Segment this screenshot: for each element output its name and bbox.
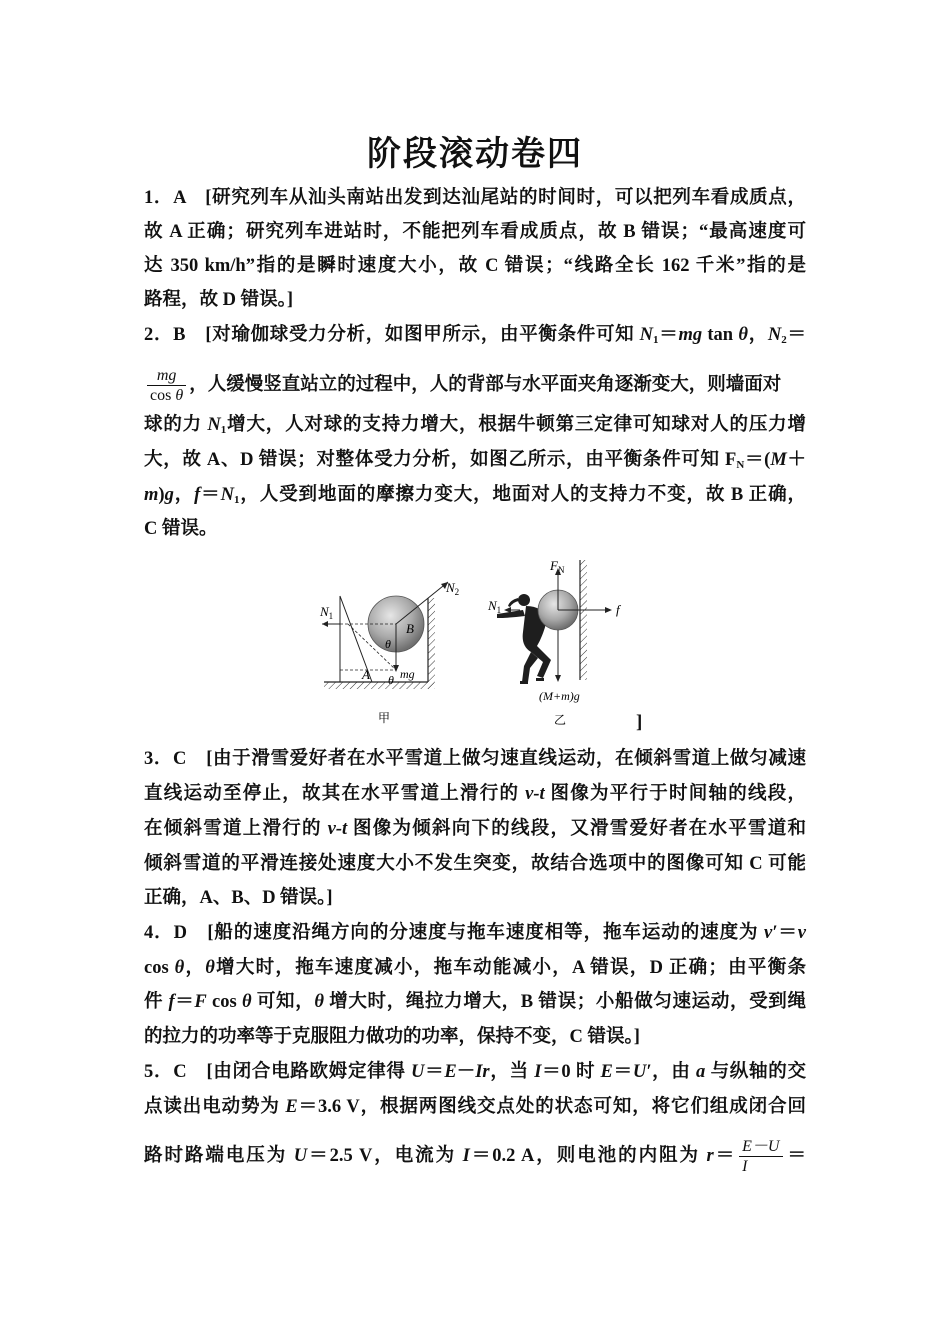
f-arrowhead (605, 607, 612, 613)
wall-hatch (428, 598, 435, 689)
q2-line-5: m)g，$f=N_1$，人受到地面的摩擦力变大，地面对人的支持力不变，故 B 正确， (144, 485, 806, 506)
page-title: 阶段滚动卷四 (367, 134, 583, 174)
q1-line-1: 1．A [研究列车从汕头南站出发到达汕尾站的时间时，可以把列车看成质点， (144, 188, 806, 208)
n1-arrowhead-2 (504, 607, 511, 613)
diagram-yi (487, 558, 622, 727)
label-yi: 乙 (554, 713, 567, 727)
q2-line-2: $\frac{mg}{\text{cos θ}}$ ，人缓慢竖直站立的过程中，人的背部与水平面夹角逐渐变大，则墙面对 (144, 366, 806, 405)
fraction-e-minus-u-over-i: $\frac{E-U}{I}$ (739, 1137, 782, 1176)
q4-line-4: 的拉力的功率等于克服阻力做功的功率，保持不变，C 错误。] (144, 1027, 640, 1047)
q5-line-2: 点读出电动势为 E＝3.6 V，根据两图线交点处的状态可知，将它们组成闭合回 (144, 1097, 806, 1117)
label-n2: $N_2$ (446, 580, 460, 597)
label-theta-1: θ (385, 637, 391, 651)
q4-line-1: 4．D [船的速度沿绳方向的分速度与拖车速度相等，拖车运动的速度为 v′＝v (144, 923, 806, 943)
wall-hatch-2 (580, 560, 587, 680)
q3-line-3: 在倾斜雪道上滑行的 v-t 图像为倾斜向下的线段，又滑雪爱好者在水平雪道和 (144, 819, 806, 839)
q4-line-2: cos θ，θ增大时，拖车速度减小，拖车动能减小，A 错误，D 正确；由平衡条 (144, 958, 806, 978)
q2-line-3: 球的力 $N_1$增大，人对球的支持力增大，根据牛顿第三定律可知球对人的压力增 (144, 415, 806, 436)
closing-bracket: ] (636, 712, 643, 733)
q5-line-3: 路时路端电压为 U＝2.5 V，电流为 I＝0.2 A，则电池的内阻为 r＝ $\frac{E-U}{I}$ ＝ (144, 1138, 806, 1175)
q3-line-5: 正确，A、B、D 错误。] (144, 888, 333, 908)
q1-line-2: 故 A 正确；研究列车进站时，不能把列车看成质点，故 B 错误；“最高速度可 (144, 222, 806, 242)
q1-line-4: 路程，故 D 错误。] (144, 290, 294, 310)
diagram-jia (319, 580, 459, 725)
fraction-mg-over-cos: $\frac{mg}{\text{cos θ}}$ (147, 366, 186, 405)
q3-line-4: 倾斜雪道的平滑连接处速度大小不发生突变，故结合选项中的图像可知 C 可能 (144, 854, 806, 874)
q1-line-3: 达 350 km/h”指的是瞬时速度大小，故 C 错误；“线路全长 162 千米”指的是 (144, 256, 806, 276)
n1-arrowhead (322, 621, 328, 627)
ground-hatch (324, 682, 434, 689)
weight-arrowhead (555, 675, 561, 682)
label-mm-g: (M+m)g (539, 689, 580, 703)
q2-line-1: 2．B [对瑜伽球受力分析，如图甲所示，由平衡条件可知 $N_1=mg$ tan θ，$N_2=$ (144, 325, 806, 346)
label-mg: mg (400, 667, 415, 681)
label-b: B (406, 621, 414, 636)
q3-line-2: 直线运动至停止，故其在水平雪道上滑行的 v-t 图像为平行于时间轴的线段， (144, 784, 806, 804)
q3-line-1: 3．C [由于滑雪爱好者在水平雪道上做匀速直线运动，在倾斜雪道上做匀减速 (144, 749, 806, 769)
force-diagram (318, 558, 638, 738)
label-fn: $F_N$ (550, 558, 565, 575)
label-n1: $N_1$ (320, 604, 334, 621)
label-n1-2: $N_1$ (488, 598, 502, 615)
label-jia: 甲 (378, 711, 391, 725)
q5-line-1: 5．C [由闭合电路欧姆定律得 U＝E－Ir，当 I＝0 时 E＝U′，由 a 与纵轴的交 (144, 1062, 806, 1082)
q4-line-3: 件 f＝F cos θ 可知，θ 增大时，绳拉力增大，B 错误；小船做匀速运动，受到绳 (144, 992, 806, 1012)
mg-arrowhead (393, 665, 399, 672)
q2-line-6: C 错误。 (144, 519, 218, 539)
label-f: f (616, 602, 620, 617)
q2-line-4: 大，故 A、D 错误；对整体受力分析，如图乙所示，由平衡条件可知 $F_N=(M+$ (144, 450, 806, 471)
label-theta-2: θ (388, 673, 394, 687)
label-a: A (362, 667, 370, 682)
